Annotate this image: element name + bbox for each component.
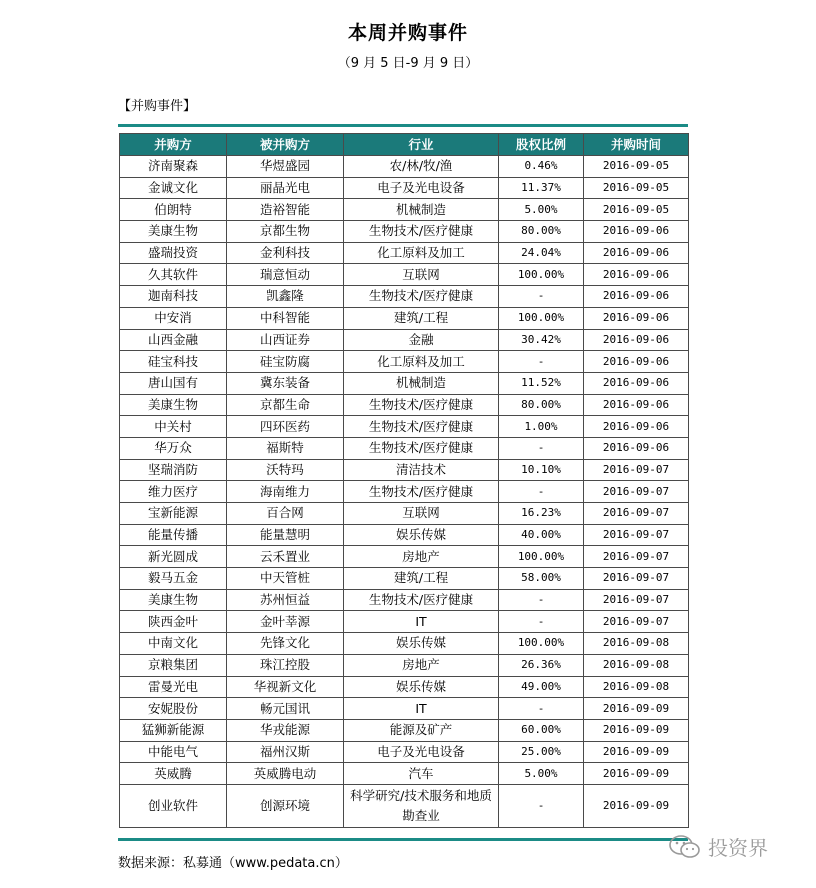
cell-acquirer: 创业软件	[120, 784, 227, 827]
top-rule	[118, 124, 688, 127]
date-range-subtitle: （9 月 5 日-9 月 9 日）	[337, 56, 479, 71]
cell-equity-ratio: -	[499, 437, 584, 459]
cell-industry: IT	[344, 698, 499, 720]
cell-industry: IT	[344, 611, 499, 633]
cell-acquirer: 美康生物	[120, 394, 227, 416]
table-row	[120, 676, 689, 698]
cell-target: 四环医药	[227, 416, 344, 438]
cell-date: 2016-09-06	[584, 372, 689, 394]
cell-industry: 建筑/工程	[344, 307, 499, 329]
cell-acquirer: 盛瑞投资	[120, 242, 227, 264]
cell-acquirer: 济南聚森	[120, 156, 227, 178]
cell-industry: 生物技术/医疗健康	[344, 437, 499, 459]
table-row	[120, 307, 689, 329]
cell-industry: 互联网	[344, 503, 499, 525]
cell-target: 金利科技	[227, 242, 344, 264]
cell-date: 2016-09-07	[584, 546, 689, 568]
cell-industry: 互联网	[344, 264, 499, 286]
cell-date: 2016-09-06	[584, 329, 689, 351]
cell-target: 英威腾电动	[227, 763, 344, 785]
cell-industry: 清洁技术	[344, 459, 499, 481]
col-header-target: 被并购方	[227, 134, 344, 156]
cell-equity-ratio: 1.00%	[499, 416, 584, 438]
cell-target: 华煜盛园	[227, 156, 344, 178]
cell-equity-ratio: 24.04%	[499, 242, 584, 264]
table-row	[120, 177, 689, 199]
cell-equity-ratio: 5.00%	[499, 763, 584, 785]
table-row	[120, 437, 689, 459]
cell-date: 2016-09-09	[584, 698, 689, 720]
cell-target: 先锋文化	[227, 633, 344, 655]
col-header-acquirer: 并购方	[120, 134, 227, 156]
cell-equity-ratio: 60.00%	[499, 719, 584, 741]
table-row	[120, 199, 689, 221]
cell-acquirer: 陕西金叶	[120, 611, 227, 633]
table-row	[120, 372, 689, 394]
cell-date: 2016-09-06	[584, 437, 689, 459]
cell-target: 丽晶光电	[227, 177, 344, 199]
cell-industry: 生物技术/医疗健康	[344, 286, 499, 308]
cell-industry: 机械制造	[344, 372, 499, 394]
cell-target: 山西证券	[227, 329, 344, 351]
cell-date: 2016-09-07	[584, 503, 689, 525]
cell-acquirer: 唐山国有	[120, 372, 227, 394]
cell-equity-ratio: 25.00%	[499, 741, 584, 763]
cell-date: 2016-09-07	[584, 459, 689, 481]
cell-target: 创源环境	[227, 784, 344, 827]
cell-industry: 机械制造	[344, 199, 499, 221]
cell-acquirer: 京粮集团	[120, 654, 227, 676]
cell-acquirer: 能量传播	[120, 524, 227, 546]
cell-equity-ratio: 26.36%	[499, 654, 584, 676]
table-row	[120, 503, 689, 525]
table-row	[120, 481, 689, 503]
cell-equity-ratio: 80.00%	[499, 221, 584, 243]
cell-target: 华视新文化	[227, 676, 344, 698]
cell-equity-ratio: 40.00%	[499, 524, 584, 546]
section-label: 【并购事件】	[118, 99, 197, 114]
cell-acquirer: 雷曼光电	[120, 676, 227, 698]
table-row	[120, 784, 689, 827]
table-row	[120, 394, 689, 416]
cell-acquirer: 宝新能源	[120, 503, 227, 525]
cell-date: 2016-09-08	[584, 654, 689, 676]
cell-industry: 娱乐传媒	[344, 633, 499, 655]
cell-acquirer: 久其软件	[120, 264, 227, 286]
cell-industry: 生物技术/医疗健康	[344, 589, 499, 611]
cell-date: 2016-09-08	[584, 676, 689, 698]
cell-acquirer: 毅马五金	[120, 568, 227, 590]
cell-industry: 生物技术/医疗健康	[344, 394, 499, 416]
cell-acquirer: 英威腾	[120, 763, 227, 785]
cell-equity-ratio: 100.00%	[499, 307, 584, 329]
table-row	[120, 633, 689, 655]
cell-acquirer: 坚瑞消防	[120, 459, 227, 481]
cell-equity-ratio: 58.00%	[499, 568, 584, 590]
mna-table	[119, 133, 689, 828]
cell-acquirer: 迦南科技	[120, 286, 227, 308]
cell-equity-ratio: 16.23%	[499, 503, 584, 525]
cell-target: 瑞意恒动	[227, 264, 344, 286]
cell-equity-ratio: -	[499, 698, 584, 720]
table-row	[120, 568, 689, 590]
cell-date: 2016-09-05	[584, 177, 689, 199]
cell-industry: 娱乐传媒	[344, 676, 499, 698]
cell-target: 百合网	[227, 503, 344, 525]
cell-target: 凯鑫隆	[227, 286, 344, 308]
page-title: 本周并购事件	[347, 22, 468, 44]
cell-date: 2016-09-06	[584, 307, 689, 329]
table-row	[120, 286, 689, 308]
cell-date: 2016-09-09	[584, 719, 689, 741]
cell-acquirer: 美康生物	[120, 221, 227, 243]
cell-acquirer: 中南文化	[120, 633, 227, 655]
cell-equity-ratio: -	[499, 286, 584, 308]
cell-acquirer: 中安消	[120, 307, 227, 329]
cell-date: 2016-09-08	[584, 633, 689, 655]
cell-industry: 建筑/工程	[344, 568, 499, 590]
cell-equity-ratio: 100.00%	[499, 546, 584, 568]
cell-target: 能量慧明	[227, 524, 344, 546]
table-row	[120, 264, 689, 286]
table-body	[120, 156, 689, 828]
cell-date: 2016-09-06	[584, 416, 689, 438]
cell-acquirer: 山西金融	[120, 329, 227, 351]
cell-equity-ratio: 100.00%	[499, 264, 584, 286]
cell-equity-ratio: 11.37%	[499, 177, 584, 199]
table-row	[120, 329, 689, 351]
cell-industry: 电子及光电设备	[344, 177, 499, 199]
cell-equity-ratio: -	[499, 481, 584, 503]
cell-equity-ratio: -	[499, 611, 584, 633]
cell-industry: 化工原料及加工	[344, 351, 499, 373]
cell-industry: 娱乐传媒	[344, 524, 499, 546]
cell-acquirer: 金诚文化	[120, 177, 227, 199]
cell-target: 硅宝防腐	[227, 351, 344, 373]
table-row	[120, 351, 689, 373]
cell-date: 2016-09-05	[584, 199, 689, 221]
table-row	[120, 589, 689, 611]
table-row	[120, 546, 689, 568]
watermark-text: 投资界	[708, 836, 768, 860]
cell-acquirer: 伯朗特	[120, 199, 227, 221]
cell-date: 2016-09-07	[584, 481, 689, 503]
cell-date: 2016-09-06	[584, 394, 689, 416]
cell-date: 2016-09-06	[584, 242, 689, 264]
cell-acquirer: 猛狮新能源	[120, 719, 227, 741]
bottom-rule	[118, 838, 688, 841]
cell-industry: 生物技术/医疗健康	[344, 481, 499, 503]
cell-equity-ratio: 100.00%	[499, 633, 584, 655]
cell-equity-ratio: 30.42%	[499, 329, 584, 351]
cell-target: 京都生物	[227, 221, 344, 243]
col-header-industry: 行业	[344, 134, 499, 156]
cell-target: 苏州恒益	[227, 589, 344, 611]
table-row	[120, 242, 689, 264]
cell-industry: 化工原料及加工	[344, 242, 499, 264]
wechat-icon	[668, 834, 702, 860]
cell-acquirer: 中能电气	[120, 741, 227, 763]
cell-industry: 能源及矿产	[344, 719, 499, 741]
cell-target: 云禾置业	[227, 546, 344, 568]
table-row	[120, 763, 689, 785]
cell-target: 华戎能源	[227, 719, 344, 741]
cell-date: 2016-09-05	[584, 156, 689, 178]
cell-equity-ratio: 10.10%	[499, 459, 584, 481]
cell-industry: 生物技术/医疗健康	[344, 221, 499, 243]
cell-target: 福斯特	[227, 437, 344, 459]
table-row	[120, 416, 689, 438]
cell-industry: 生物技术/医疗健康	[344, 416, 499, 438]
cell-target: 金叶莘源	[227, 611, 344, 633]
cell-target: 畅元国讯	[227, 698, 344, 720]
cell-equity-ratio: 11.52%	[499, 372, 584, 394]
cell-acquirer: 安妮股份	[120, 698, 227, 720]
cell-date: 2016-09-09	[584, 784, 689, 827]
cell-acquirer: 新光圆成	[120, 546, 227, 568]
cell-equity-ratio: -	[499, 351, 584, 373]
cell-industry: 电子及光电设备	[344, 741, 499, 763]
cell-industry: 农/林/牧/渔	[344, 156, 499, 178]
cell-industry: 科学研究/技术服务和地质勘查业	[344, 784, 499, 827]
watermark	[668, 832, 768, 861]
cell-acquirer: 中关村	[120, 416, 227, 438]
col-header-date: 并购时间	[584, 134, 689, 156]
cell-date: 2016-09-06	[584, 264, 689, 286]
table-row	[120, 524, 689, 546]
table-row	[120, 741, 689, 763]
cell-date: 2016-09-07	[584, 568, 689, 590]
cell-target: 京都生命	[227, 394, 344, 416]
cell-industry: 汽车	[344, 763, 499, 785]
cell-target: 沃特玛	[227, 459, 344, 481]
cell-date: 2016-09-06	[584, 351, 689, 373]
cell-target: 珠江控股	[227, 654, 344, 676]
cell-equity-ratio: 49.00%	[499, 676, 584, 698]
table-row	[120, 698, 689, 720]
cell-industry: 金融	[344, 329, 499, 351]
cell-acquirer: 华万众	[120, 437, 227, 459]
cell-industry: 房地产	[344, 654, 499, 676]
cell-date: 2016-09-07	[584, 589, 689, 611]
cell-target: 冀东装备	[227, 372, 344, 394]
cell-date: 2016-09-07	[584, 524, 689, 546]
cell-equity-ratio: -	[499, 784, 584, 827]
cell-date: 2016-09-06	[584, 221, 689, 243]
cell-target: 福州汉斯	[227, 741, 344, 763]
cell-equity-ratio: -	[499, 589, 584, 611]
table-row	[120, 719, 689, 741]
cell-equity-ratio: 5.00%	[499, 199, 584, 221]
cell-target: 造裕智能	[227, 199, 344, 221]
table-row	[120, 459, 689, 481]
cell-date: 2016-09-09	[584, 763, 689, 785]
cell-date: 2016-09-09	[584, 741, 689, 763]
cell-equity-ratio: 80.00%	[499, 394, 584, 416]
data-source-note: 数据来源：私募通（www.pedata.cn）	[118, 856, 348, 871]
table-row	[120, 654, 689, 676]
cell-acquirer: 硅宝科技	[120, 351, 227, 373]
table-row	[120, 156, 689, 178]
cell-equity-ratio: 0.46%	[499, 156, 584, 178]
cell-target: 中科智能	[227, 307, 344, 329]
cell-target: 海南维力	[227, 481, 344, 503]
table-header-row	[120, 134, 689, 156]
cell-date: 2016-09-06	[584, 286, 689, 308]
table-row	[120, 611, 689, 633]
cell-target: 中天管桩	[227, 568, 344, 590]
cell-acquirer: 美康生物	[120, 589, 227, 611]
col-header-equity-ratio: 股权比例	[499, 134, 584, 156]
cell-acquirer: 维力医疗	[120, 481, 227, 503]
table-row	[120, 221, 689, 243]
cell-industry: 房地产	[344, 546, 499, 568]
cell-date: 2016-09-07	[584, 611, 689, 633]
